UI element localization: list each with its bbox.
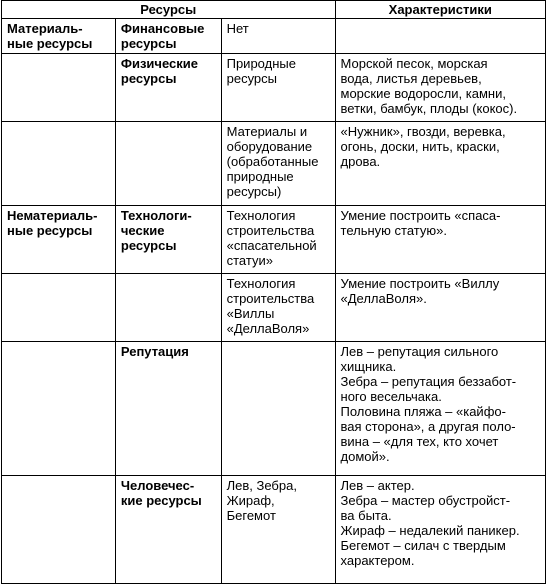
cell-text-line: Технология xyxy=(226,208,296,223)
cell-characteristic xyxy=(335,274,545,342)
cell-text-line: Зебра – мастер обустройст- xyxy=(340,493,511,508)
cell-text-line: Технологи- xyxy=(120,208,192,223)
cell-category xyxy=(2,206,116,274)
cell-text-line: Финансовые xyxy=(120,21,205,36)
cell-subcategory xyxy=(115,476,221,584)
cell-characteristic xyxy=(335,19,545,54)
cell-characteristic xyxy=(335,342,545,476)
cell-subcategory xyxy=(115,206,221,274)
cell-text-line: огонь, доски, нить, краски, xyxy=(340,139,500,154)
cell-text-line: оборудование xyxy=(226,139,313,154)
cell-text-line: ресурсы xyxy=(120,238,177,253)
cell-text-line: «Виллы xyxy=(226,306,275,321)
cell-text-line: тельную статую». xyxy=(340,223,447,238)
table-row xyxy=(2,476,546,584)
table-row xyxy=(2,206,546,274)
cell-text-line: Жираф – недалекий паникер. xyxy=(340,523,520,538)
cell-category xyxy=(2,274,116,342)
header-row xyxy=(2,1,546,19)
cell-text-line: дрова. xyxy=(340,154,381,169)
cell-category xyxy=(2,54,116,122)
cell-text-line: Нет xyxy=(226,21,249,36)
cell-text-line: «спасательной xyxy=(226,238,317,253)
cell-subcategory xyxy=(115,19,221,54)
table-row xyxy=(2,342,546,476)
cell-text-line: ческие xyxy=(120,223,165,238)
table-row xyxy=(2,19,546,54)
cell-category xyxy=(2,476,116,584)
cell-text-line: вода, листья деревьев, xyxy=(340,71,482,86)
cell-text-line: Человечес- xyxy=(120,478,195,493)
cell-subcategory xyxy=(115,274,221,342)
cell-text-line: Лев – актер. xyxy=(340,478,415,493)
table-row xyxy=(2,54,546,122)
cell-category xyxy=(2,19,116,54)
cell-text-line: Репутация xyxy=(120,344,189,359)
cell-item xyxy=(221,19,335,54)
cell-item xyxy=(221,274,335,342)
cell-characteristic xyxy=(335,54,545,122)
cell-text-line: Морской песок, морская xyxy=(340,56,488,71)
cell-text-line: морские водоросли, камни, xyxy=(340,86,506,101)
cell-characteristic xyxy=(335,476,545,584)
cell-characteristic xyxy=(335,206,545,274)
cell-characteristic xyxy=(335,122,545,206)
cell-text-line: Материаль- xyxy=(7,21,83,36)
cell-item xyxy=(221,342,335,476)
cell-text-line: кие ресурсы xyxy=(120,493,202,508)
cell-subcategory xyxy=(115,342,221,476)
cell-text-line: «Нужник», гвозди, веревка, xyxy=(340,124,506,139)
cell-text-line: хищника. xyxy=(340,359,397,374)
cell-text-line: Половина пляжа – «кайфо- xyxy=(340,404,506,419)
cell-item xyxy=(221,476,335,584)
cell-text-line: Природные xyxy=(226,56,296,71)
cell-text-line: ресурсы xyxy=(120,71,177,86)
cell-text-line: Бегемот – силач с твердым xyxy=(340,538,506,553)
cell-text-line: Физические xyxy=(120,56,198,71)
cell-text-line: Умение построить «спаса- xyxy=(340,208,501,223)
cell-text-line: Жираф, xyxy=(226,493,275,508)
cell-text-line: «ДеллаВоля» xyxy=(226,321,310,336)
cell-item xyxy=(221,206,335,274)
cell-item xyxy=(221,122,335,206)
cell-text-line: (обработанные xyxy=(226,154,319,169)
cell-text-line: ресурсы xyxy=(226,71,277,86)
table-row xyxy=(2,122,546,206)
cell-category xyxy=(2,122,116,206)
cell-subcategory xyxy=(115,122,221,206)
cell-text-line: «ДеллаВоля». xyxy=(340,291,427,306)
cell-text-line: домой». xyxy=(340,449,390,464)
cell-text-line: статуи» xyxy=(226,253,273,268)
cell-text-line: Лев, Зебра, xyxy=(226,478,297,493)
cell-text-line: природные xyxy=(226,169,294,184)
header-characteristics: Характеристики xyxy=(335,1,545,19)
table-row xyxy=(2,274,546,342)
cell-item xyxy=(221,54,335,122)
cell-category xyxy=(2,342,116,476)
cell-text-line: Бегемот xyxy=(226,508,276,523)
cell-text-line: строительства xyxy=(226,223,315,238)
cell-text-line: ресурсы xyxy=(120,36,177,51)
table-body xyxy=(2,19,546,584)
cell-text-line: вая сторона», а другая поло- xyxy=(340,419,516,434)
header-resources: Ресурсы xyxy=(2,1,336,19)
cell-text-line: ные ресурсы xyxy=(7,223,93,238)
cell-text-line: Лев – репутация сильного xyxy=(340,344,499,359)
cell-text-line: Материалы и xyxy=(226,124,308,139)
cell-text-line: Зебра – репутация беззабот- xyxy=(340,374,517,389)
cell-text-line: характером. xyxy=(340,553,415,568)
cell-text-line: строительства xyxy=(226,291,315,306)
cell-text-line: ресурсы) xyxy=(226,184,282,199)
cell-subcategory xyxy=(115,54,221,122)
cell-text-line: Умение построить «Виллу xyxy=(340,276,500,291)
resources-table xyxy=(1,0,546,584)
cell-text-line: Нематериаль- xyxy=(7,208,98,223)
cell-text-line: ного весельчака. xyxy=(340,389,442,404)
cell-text-line: ветки, бамбук, плоды (кокос). xyxy=(340,101,518,116)
cell-text-line: ные ресурсы xyxy=(7,36,93,51)
cell-text-line: вина – «для тех, кто хочет xyxy=(340,434,499,449)
cell-text-line: Технология xyxy=(226,276,296,291)
cell-text-line: ва быта. xyxy=(340,508,392,523)
